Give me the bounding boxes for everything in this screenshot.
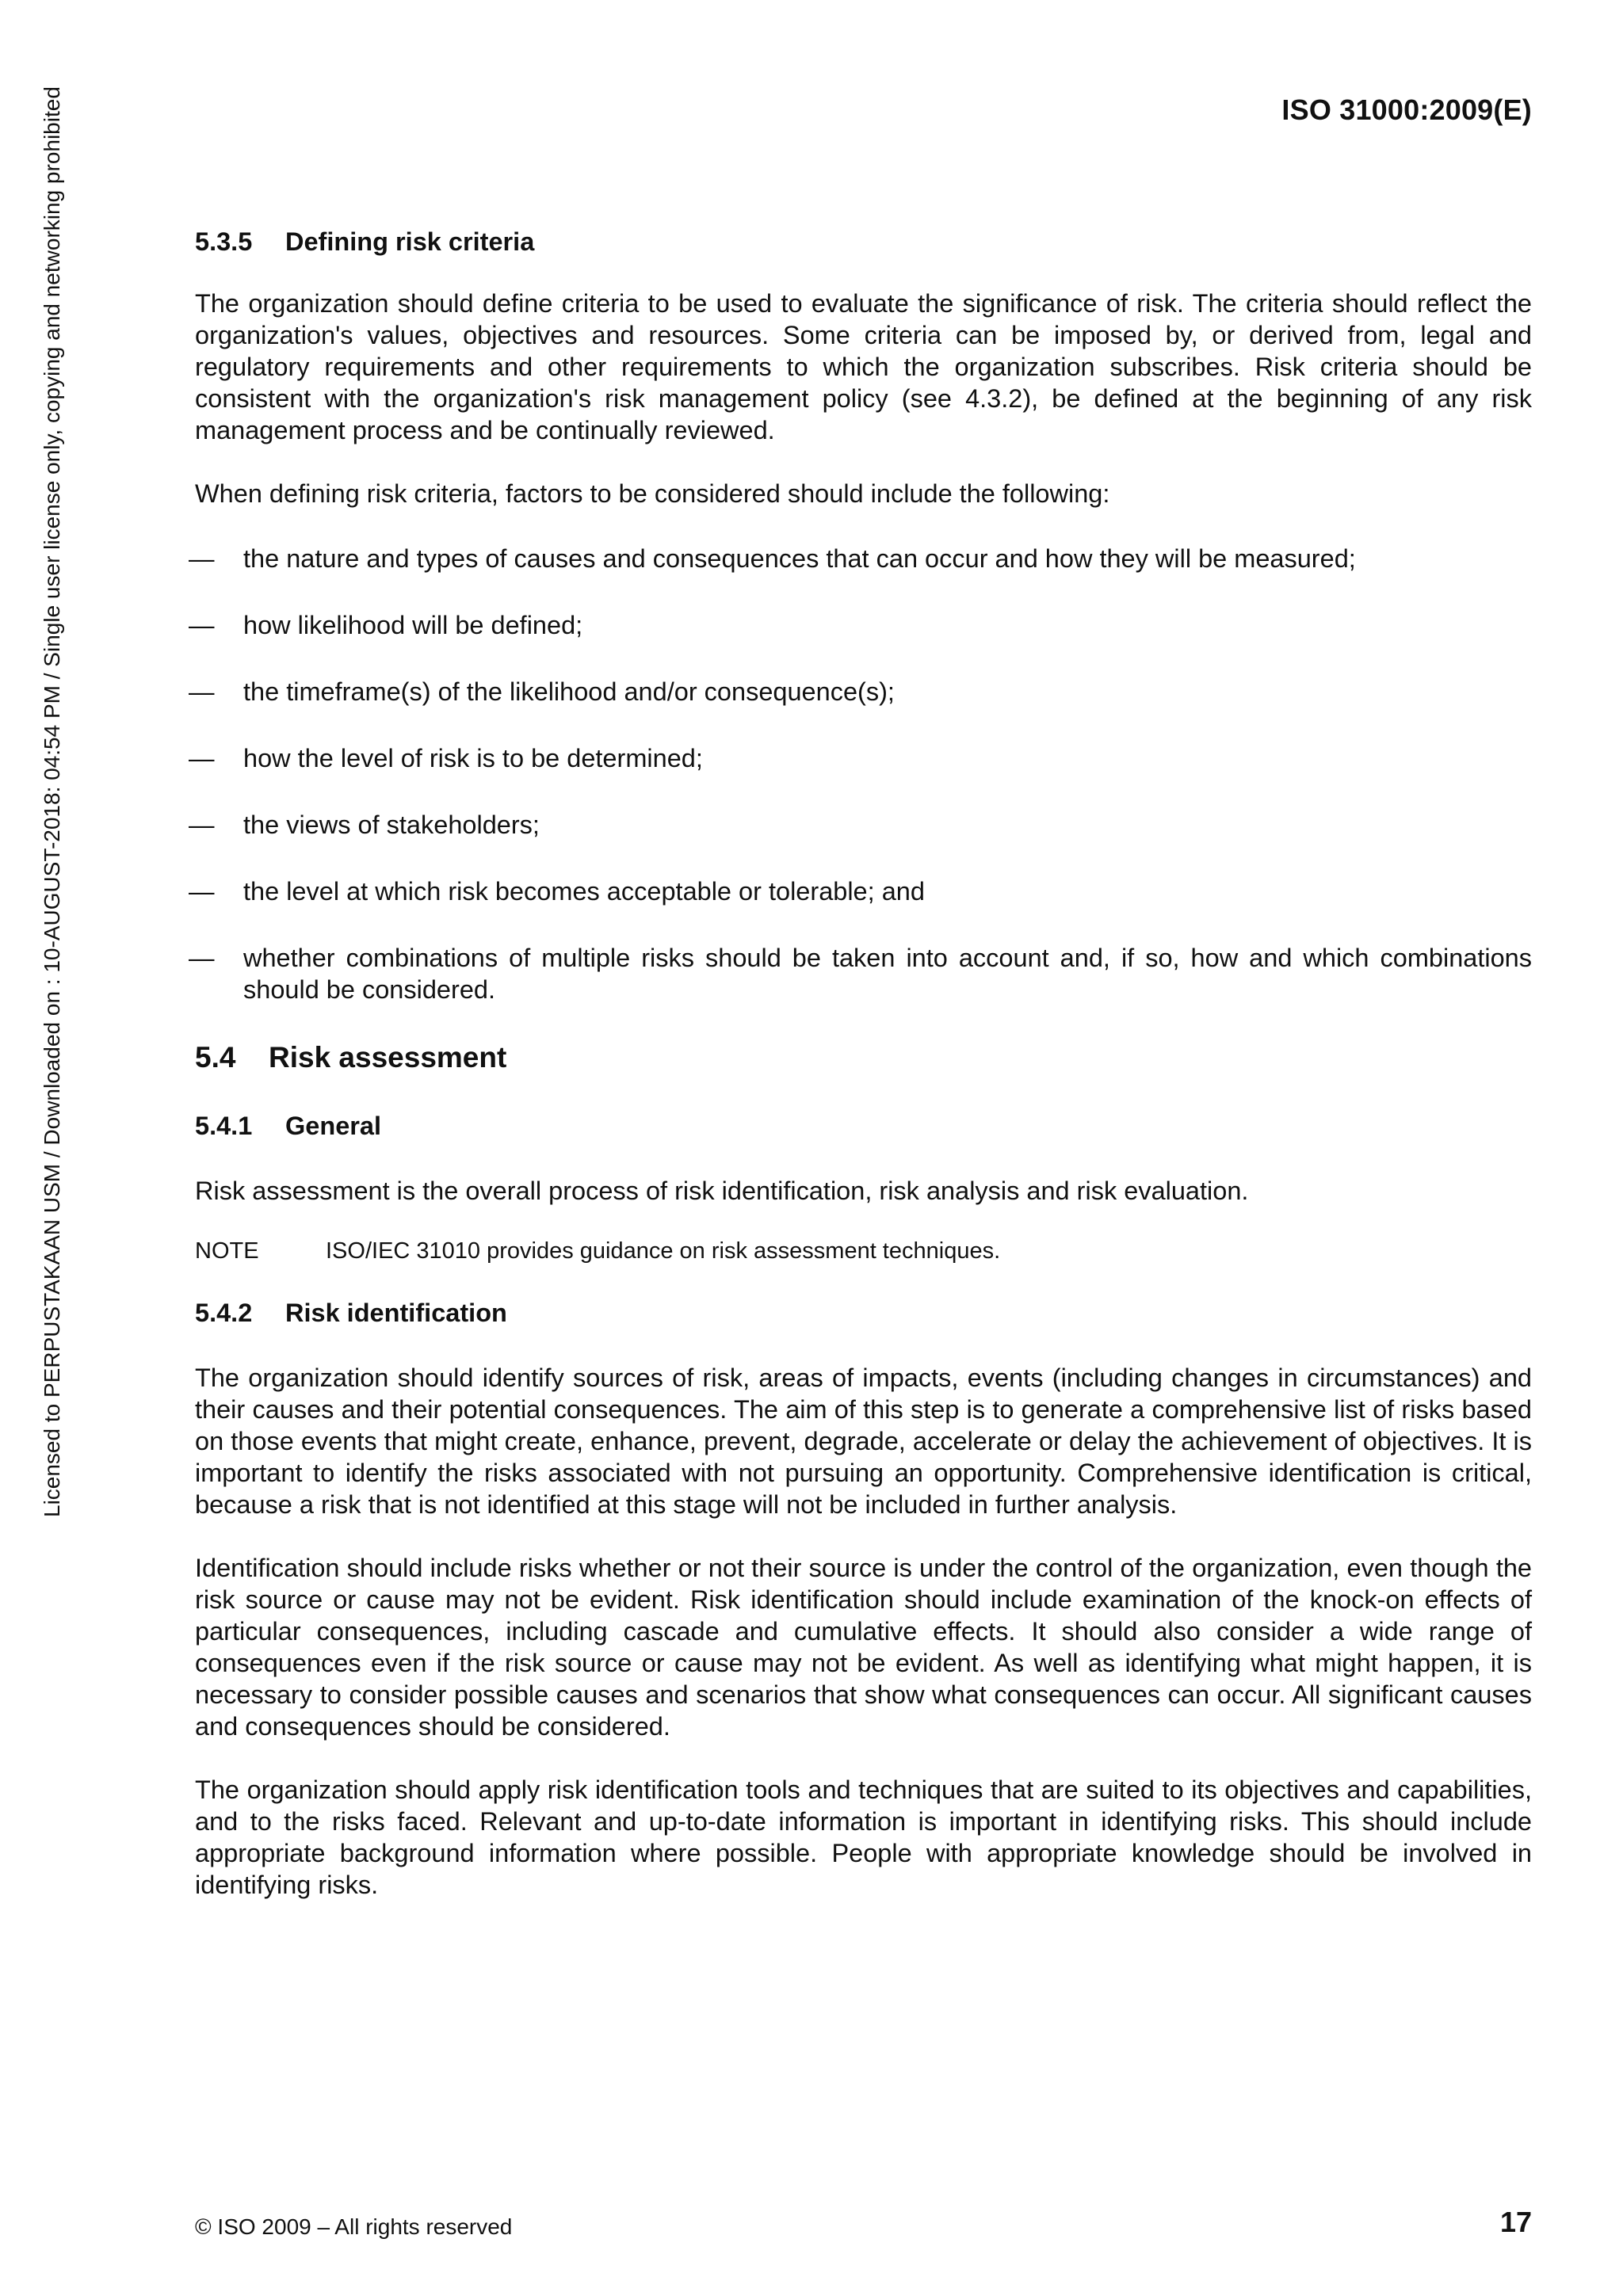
list-item-text: how likelihood will be defined; <box>243 611 583 639</box>
paragraph: When defining risk criteria, factors to be considered should include the following: <box>195 479 1110 508</box>
paragraph: The organization should apply risk identification tools and techniques that are suited to its objectives and capabilities, and to the risks faced. Relevant and up-to-date information is important in identifying risks. This should include appropriate background information where possible. People with appropriate knowledge should be involved in identifying risks. <box>195 1775 1532 1899</box>
license-watermark: Licensed to PERPUSTAKAAN USM / Downloaded on : 10-AUGUST-2018: 04:54 PM / Single user license only, copying and networking prohibited <box>40 86 64 1517</box>
dash-bullet: — <box>189 810 215 839</box>
list-item-text: whether combinations of multiple risks should be taken into account and, if so, how and which combinations should be considered. <box>243 944 1532 1004</box>
section-heading-5-3-5 <box>195 226 1532 257</box>
list-item-text: how the level of risk is to be determined; <box>243 744 703 772</box>
section-number: 5.3.5 <box>195 227 253 256</box>
list-item <box>189 742 1532 774</box>
dash-bullet: — <box>189 544 215 573</box>
paragraph: The organization should identify sources of risk, areas of impacts, events (including changes in circumstances) and their causes and their potential consequences. The aim of this step is to generate a comprehensive list of risks based on those events that might create, enhance, prevent, degrade, accelerate or delay the achievement of objectives. It is important to identify the risks associated with not pursuing an opportunity. Comprehensive identification is critical, because a risk that is not identified at this stage will not be included in further analysis. <box>195 1363 1532 1519</box>
section-title: Risk identification <box>285 1299 507 1327</box>
list-item <box>189 609 1532 641</box>
section-heading-5-4 <box>195 1042 1532 1074</box>
dash-bullet: — <box>189 677 215 706</box>
list-item <box>189 543 1532 574</box>
list-item-text: the views of stakeholders; <box>243 810 540 839</box>
note-label: NOTE <box>195 1238 259 1264</box>
note <box>195 1237 1532 1265</box>
paragraph: Risk assessment is the overall process of risk identification, risk analysis and risk evaluation. <box>195 1177 1249 1205</box>
section-number: 5.4 <box>195 1041 236 1074</box>
note-text: ISO/IEC 31010 provides guidance on risk assessment techniques. <box>326 1238 1001 1264</box>
dash-bullet: — <box>189 611 215 639</box>
list-item <box>189 676 1532 707</box>
copyright-notice: © ISO 2009 – All rights reserved <box>195 2214 513 2239</box>
section-number: 5.4.1 <box>195 1112 253 1140</box>
page-body <box>189 226 1532 1901</box>
list-item-text: the nature and types of causes and consequences that can occur and how they will be measured; <box>243 544 1356 573</box>
dash-bullet: — <box>189 877 215 906</box>
paragraph: Identification should include risks whether or not their source is under the control of the organization, even though the risk source or cause may not be evident. Risk identification should include examination of the knock-on effects of particular consequences, including cascade and cumulative effects. It should also consider a wide range of consequences even if the risk source or cause may not be evident. As well as identifying what might happen, it is necessary to consider possible causes and scenarios that show what consequences can occur. All significant causes and consequences should be considered. <box>195 1554 1532 1741</box>
section-number: 5.4.2 <box>195 1299 253 1327</box>
dash-bullet: — <box>189 944 215 972</box>
document-id: ISO 31000:2009(E) <box>1281 93 1532 126</box>
dash-bullet: — <box>189 744 215 772</box>
page-number: 17 <box>1499 2206 1532 2238</box>
list-item <box>189 875 1532 907</box>
section-title: Risk assessment <box>269 1041 507 1074</box>
list-item-text: the level at which risk becomes acceptable or tolerable; and <box>243 877 925 906</box>
paragraph: The organization should define criteria to be used to evaluate the significance of risk. The criteria should reflect the organization's values, objectives and resources. Some criteria can be imposed by, or derived from, legal and regulatory requirements and other requirements to which the organization subscribes. Risk criteria should be consistent with the organization's risk management policy (see 4.3.2), be defined at the beginning of any risk management process and be continually reviewed. <box>195 289 1532 444</box>
section-heading-5-4-2 <box>195 1297 1532 1329</box>
list-item <box>189 809 1532 841</box>
section-title: General <box>285 1112 382 1140</box>
list-item <box>189 942 1532 1005</box>
list-item-text: the timeframe(s) of the likelihood and/or consequence(s); <box>243 677 895 706</box>
section-heading-5-4-1 <box>195 1110 1532 1142</box>
section-title: Defining risk criteria <box>285 227 535 256</box>
criteria-factor-list <box>189 543 1532 1005</box>
